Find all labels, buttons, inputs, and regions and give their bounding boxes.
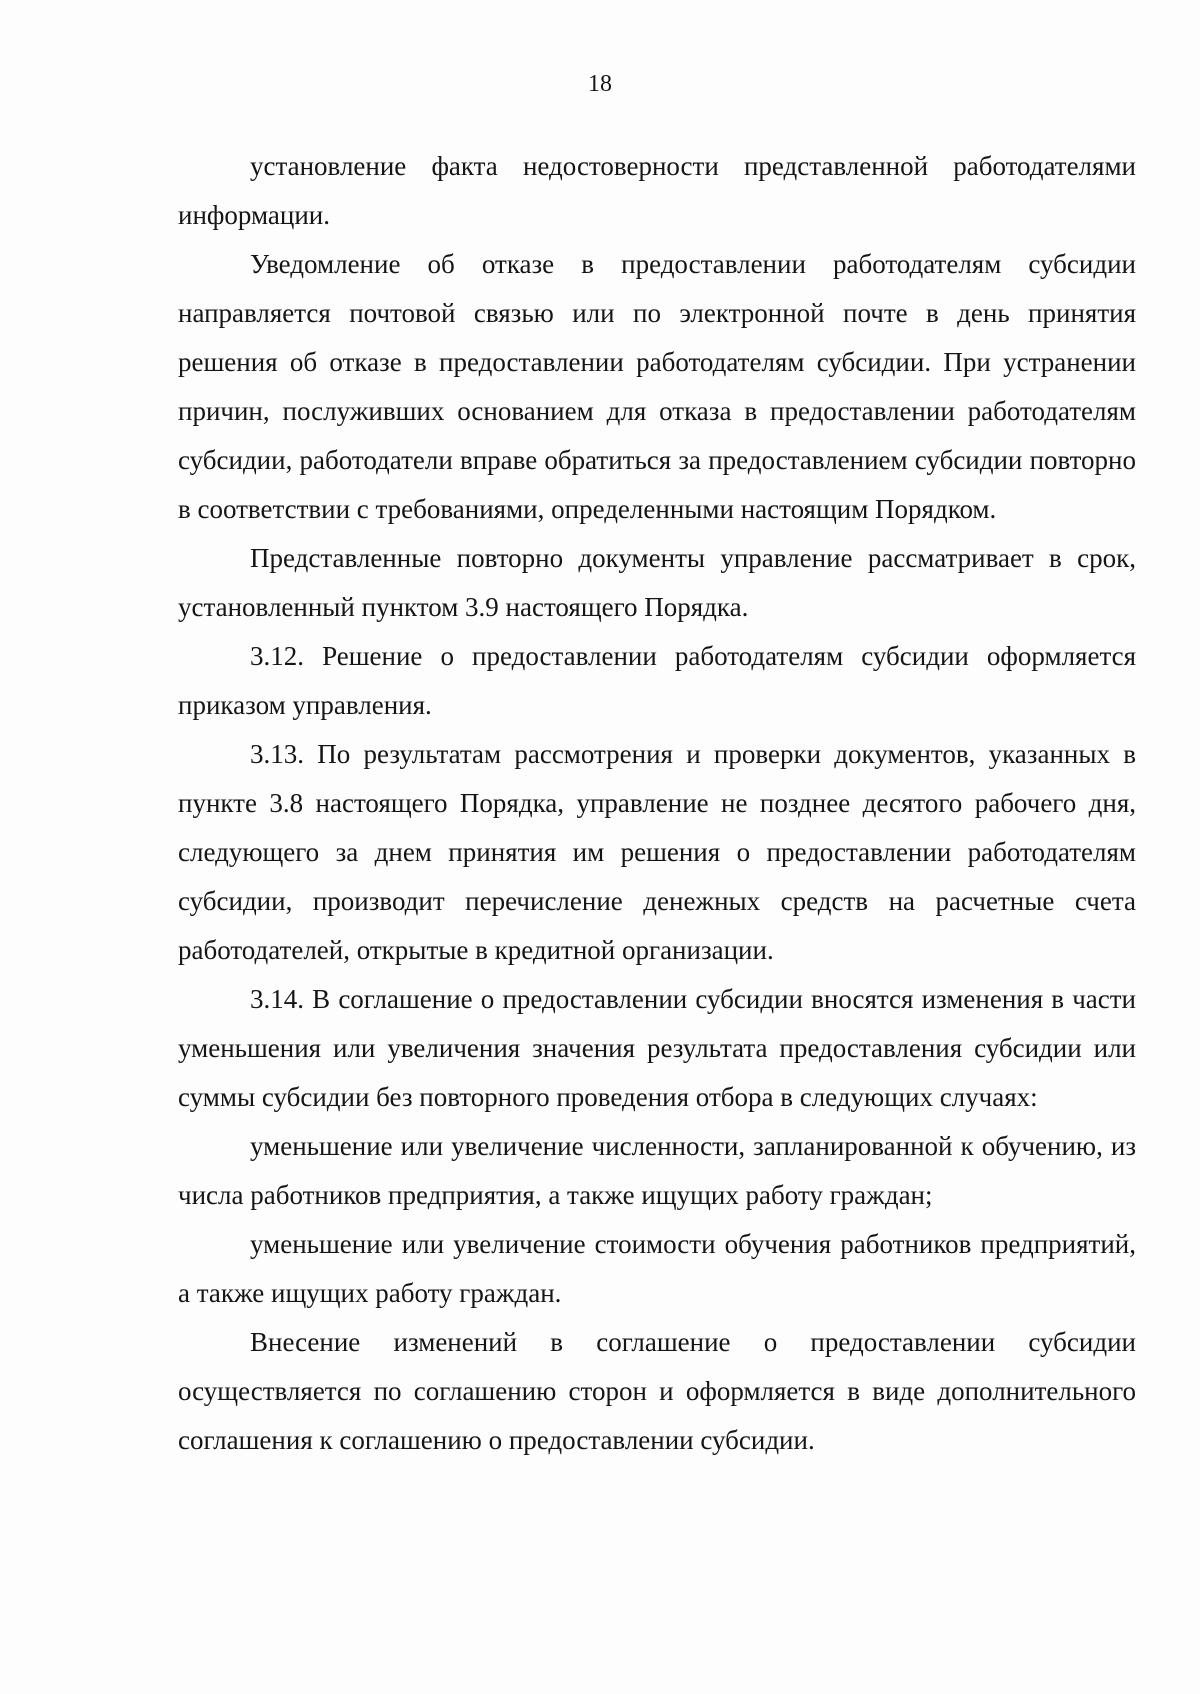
paragraph-3-12: 3.12. Решение о предоставлении работодателям субсидии оформляется приказом управления. (178, 641, 1136, 720)
paragraph-case-headcount: уменьшение или увеличение численности, запланированной к обучению, из числа работников предприятия, а также ищущих работу граждан; (178, 1131, 1136, 1210)
paragraph-case-cost: уменьшение или увеличение стоимости обучения работников предприятий, а также ищущих работу граждан. (178, 1229, 1136, 1308)
paragraph-3-13: 3.13. По результатам рассмотрения и проверки документов, указанных в пункте 3.8 настоящего Порядка, управление не позднее десятого рабочего дня, следующего за днем принятия им решения о предоставлении работодателям субсидии, производит перечисление денежных средств на расчетные счета работодателей, открытые в кредитной организации. (178, 739, 1136, 965)
paragraph-refusal-notice: Уведомление об отказе в предоставлении работодателям субсидии направляется почтовой связью или по электронной почте в день принятия решения об отказе в предоставлении работодателям субсидии. При устранении причин, послуживших основанием для отказа в предоставлении работодателям субсидии, работодатели вправе обратиться за предоставлением субсидии повторно в соответствии с требованиями, определенными настоящим Порядком. (178, 249, 1136, 524)
paragraph-refusal-ground: установление факта недостоверности представленной работодателями информации. (178, 151, 1136, 230)
paragraph-amendment: Внесение изменений в соглашение о предоставлении субсидии осуществляется по соглашению сторон и оформляется в виде дополнительного соглашения к соглашению о предоставлении субсидии. (178, 1327, 1136, 1455)
page-number: 18 (588, 71, 612, 97)
paragraph-resubmission: Представленные повторно документы управление рассматривает в срок, установленный пунктом 3.9 настоящего Порядка. (178, 543, 1136, 622)
paragraph-3-14: 3.14. В соглашение о предоставлении субсидии вносятся изменения в части уменьшения или увеличения значения результата предоставления субсидии или суммы субсидии без повторного проведения отбора в следующих случаях: (178, 984, 1136, 1112)
document-body (178, 142, 1136, 1465)
